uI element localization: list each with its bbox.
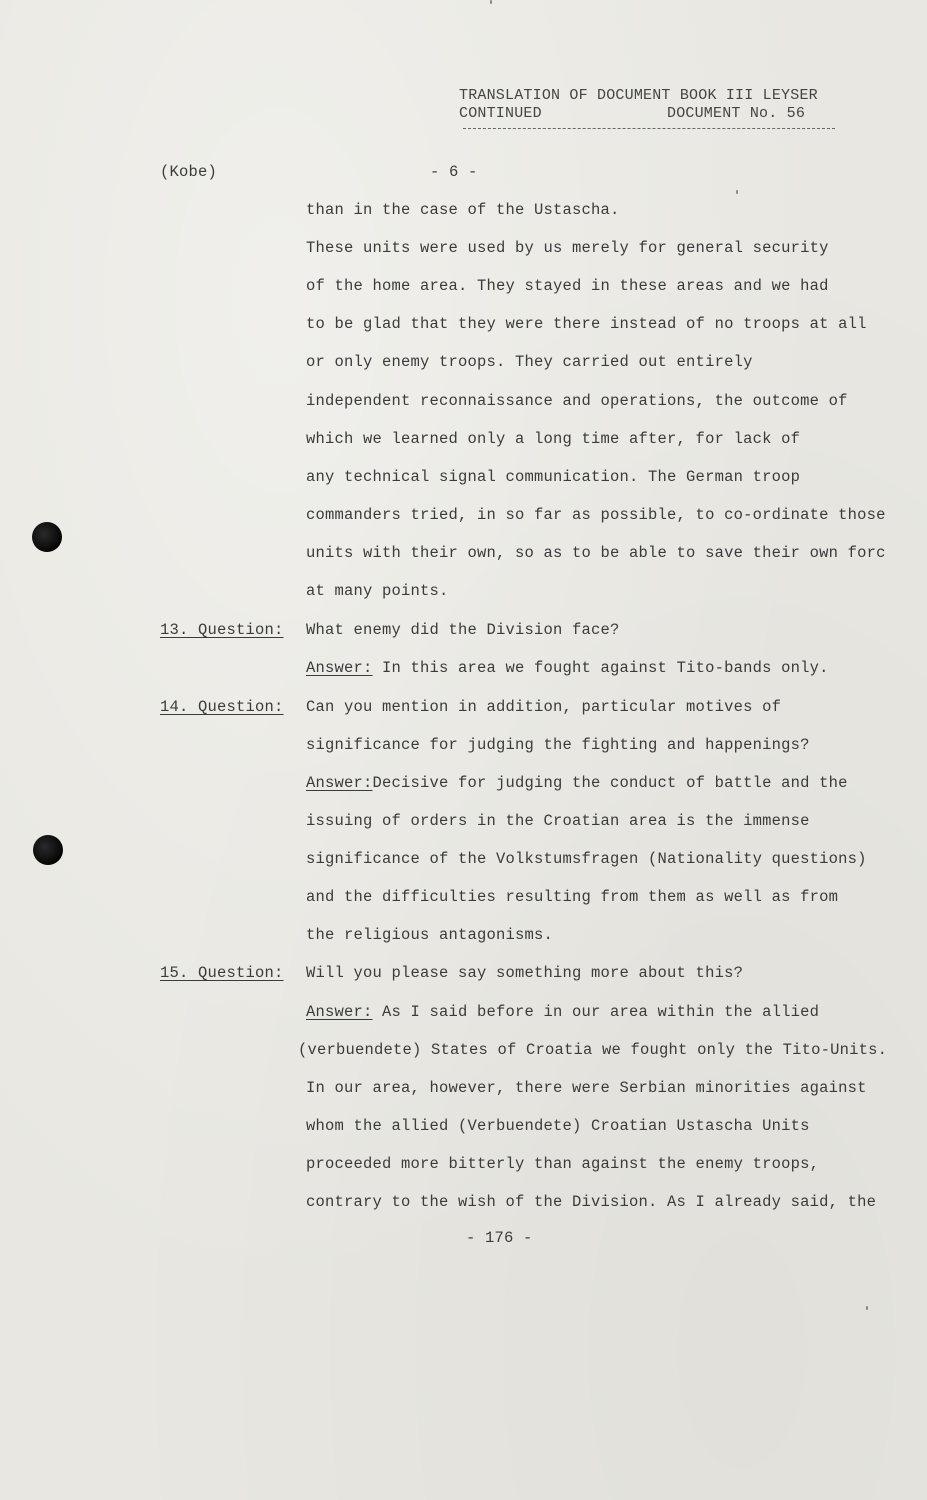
body-line: which we learned only a long time after, for lack of bbox=[306, 430, 801, 448]
header-title: TRANSLATION OF DOCUMENT BOOK III LEYSER bbox=[459, 87, 818, 104]
body-line: In our area, however, there were Serbian minorities against bbox=[306, 1079, 867, 1097]
body-line: units with their own, so as to be able to save their own forc bbox=[306, 544, 886, 562]
body-line: proceeded more bitterly than against the enemy troops, bbox=[306, 1155, 820, 1173]
answer-14-text: Decisive for judging the conduct of battle and the bbox=[372, 774, 848, 792]
answer-14 bbox=[306, 773, 848, 793]
answer-15-text: As I said before in our area within the allied bbox=[372, 1003, 820, 1021]
header-document-number: DOCUMENT No. 56 bbox=[667, 105, 806, 122]
paper-mark bbox=[866, 1306, 868, 1310]
question-14-label: 14. Question: bbox=[160, 698, 284, 716]
question-14-text: Can you mention in addition, particular motives of bbox=[306, 698, 782, 716]
question-13-label: 13. Question: bbox=[160, 621, 284, 639]
witness-name: (Kobe) bbox=[160, 163, 218, 181]
answer-15 bbox=[306, 1002, 819, 1022]
body-line: than in the case of the Ustascha. bbox=[306, 201, 620, 219]
body-line: the religious antagonisms. bbox=[306, 926, 554, 944]
body-line: commanders tried, in so far as possible, to co-ordinate those bbox=[306, 506, 886, 524]
answer-13 bbox=[306, 658, 829, 678]
body-line: and the difficulties resulting from them as well as from bbox=[306, 888, 839, 906]
body-line: independent reconnaissance and operations, the outcome of bbox=[306, 392, 848, 410]
question-15-label: 15. Question: bbox=[160, 964, 284, 982]
paper-mark bbox=[490, 0, 492, 4]
answer-13-text: In this area we fought against Tito-bands only. bbox=[372, 659, 829, 677]
body-line: to be glad that they were there instead of no troops at all bbox=[306, 315, 867, 333]
body-line: at many points. bbox=[306, 582, 449, 600]
punch-hole-bottom bbox=[33, 835, 63, 865]
paper-mark bbox=[736, 190, 738, 194]
body-line: any technical signal communication. The German troop bbox=[306, 468, 801, 486]
body-line: significance of the Volkstumsfragen (Nationality questions) bbox=[306, 850, 867, 868]
answer-14-label: Answer: bbox=[306, 774, 373, 792]
question-15-text: Will you please say something more about this? bbox=[306, 964, 744, 982]
body-line: These units were used by us merely for general security bbox=[306, 239, 829, 257]
question-13-text: What enemy did the Division face? bbox=[306, 621, 620, 639]
body-line: or only enemy troops. They carried out entirely bbox=[306, 353, 753, 371]
body-line: issuing of orders in the Croatian area is the immense bbox=[306, 812, 810, 830]
footer-page-number: - 176 - bbox=[466, 1229, 533, 1247]
body-line: contrary to the wish of the Division. As I already said, the bbox=[306, 1193, 877, 1211]
header-continued: CONTINUED bbox=[459, 105, 542, 122]
punch-hole-top bbox=[32, 522, 62, 552]
page-section-number: - 6 - bbox=[430, 163, 478, 181]
body-line: (verbuendete) States of Croatia we fought only the Tito-Units. bbox=[298, 1041, 888, 1059]
body-line: whom the allied (Verbuendete) Croatian Ustascha Units bbox=[306, 1117, 810, 1135]
answer-13-label: Answer: bbox=[306, 659, 373, 677]
body-line: of the home area. They stayed in these areas and we had bbox=[306, 277, 829, 295]
question-14-text: significance for judging the fighting and happenings? bbox=[306, 736, 810, 754]
answer-15-label: Answer: bbox=[306, 1003, 373, 1021]
header-rule bbox=[463, 128, 835, 129]
